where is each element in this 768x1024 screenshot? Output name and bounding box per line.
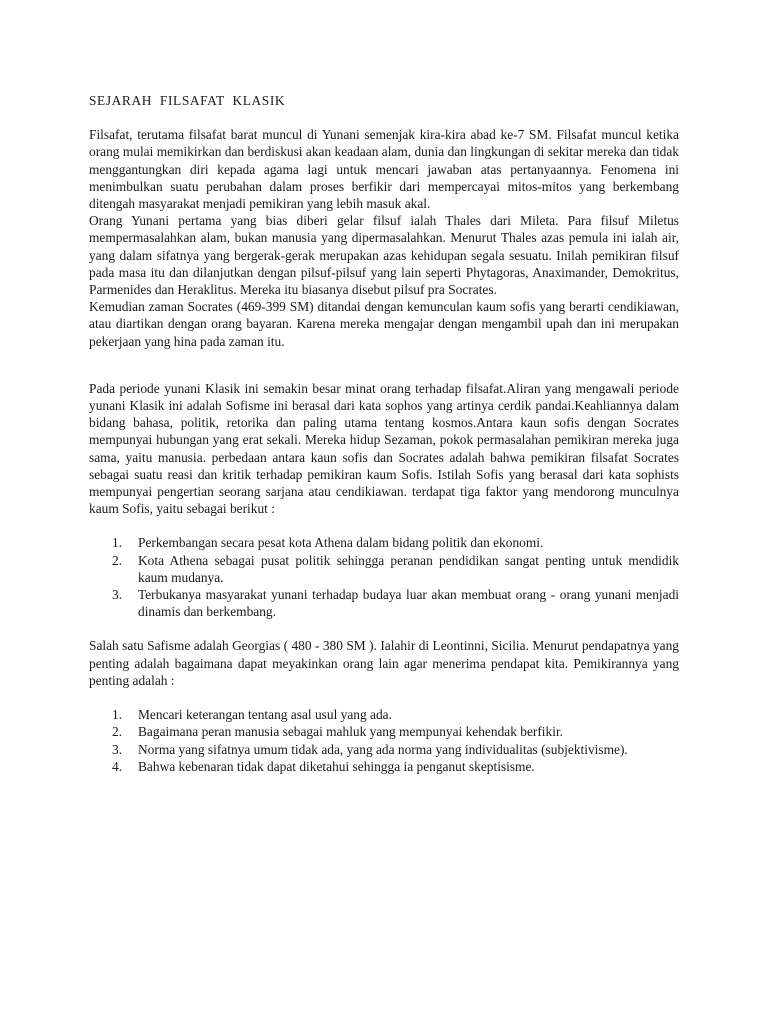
spacer [89,350,679,367]
list-item [112,706,679,723]
paragraph-yunani-klasik: Pada periode yunani Klasik ini semakin besar minat orang terhadap filsafat.Aliran yang mengawali periode yunani Klasik ini adalah Sofisme ini berasal dari kata sophos yang artinya cerdik pandai.Keahliannya dalam bidang bahasa, politik, retorika dan paling utama tentang kosmos.Antara kaun sofis dengan Socrates mempunyai hubungan yang erat sekali. Mereka hidup Sezaman, pokok permasalahan pemikiran mereka juga sama, yaitu manusia. perbedaan antara kaun sofis dan Socrates adalah bahwa pemikiran filsafat Socrates sebagai suatu reasi dan kritik terhadap pemikiran kaum Sofis. Istilah Sofis yang berasal dari kata sophists mempunyai pengertian seorang sarjana atau cendikiawan. terdapat tiga faktor yang mendorong munculnya kaum Sofis, yaitu sebagai berikut : [89,380,679,517]
spacer [89,367,679,380]
list-item-text: Bahwa kebenaran tidak dapat diketahui sehingga ia penganut skeptisisme. [138,758,535,774]
document-page [89,92,679,775]
list-sofis-factors [89,534,679,620]
list-item [112,586,679,620]
list-item-text: Terbukanya masyarakat yunani terhadap budaya luar akan membuat orang - orang yunani menjadi dinamis dan berkembang. [138,587,679,620]
list-item-number: 1. [112,707,123,723]
list-item [112,534,679,551]
list-item-number: 2. [112,552,123,568]
list-item-number: 3. [112,587,123,603]
list-item [112,552,679,586]
document-title: SEJARAH FILSAFAT KLASIK [89,93,286,108]
paragraph-thales: Orang Yunani pertama yang bias diberi gelar filsuf ialah Thales dari Mileta. Para filsuf Miletus mempermasalahkan alam, bukan manusia yang dipermasalahkan. Menurut Thales azas pemula ini ialah air, yang dalam sifatnya yang bergerak-gerak merupakan azas kehidupan segala sesuatu. Inilah pemikiran filsuf pada masa itu dan dilanjutkan dengan pilsuf-pilsuf yang lain seperti Phytagoras, Anaximander, Demokritus, Parmenides dan Heraklitus. Mereka itu biasanya disebut pilsuf pra Socrates. [89,213,679,298]
spacer [89,689,679,706]
list-item [112,758,679,775]
list-georgias-thoughts [89,706,679,775]
list-item-text: Mencari keterangan tentang asal usul yang ada. [138,707,392,723]
paragraph-georgias: Salah satu Safisme adalah Georgias ( 480 - 380 SM ). Ialahir di Leontinni, Sicilia. Menurut pendapatnya yang penting adalah bagaimana dapat meyakinkan orang lain agar menerima pendapat kita. Pemikirannya yang penting adalah : [89,638,679,688]
list-item-number: 4. [112,758,123,774]
list-item-text: Norma yang sifatnya umum tidak ada, yang ada norma yang individualitas (subjektivisme). [138,741,628,757]
list-item-number: 2. [112,724,123,740]
list-item-text: Bagaimana peran manusia sebagai mahluk yang mempunyai kehendak berfikir. [138,724,564,740]
list-item [112,723,679,740]
spacer [89,517,679,534]
list-item [112,741,679,758]
spacer [89,620,679,637]
paragraph-filsafat-origin: Filsafat, terutama filsafat barat muncul di Yunani semenjak kira-kira abad ke-7 SM. Filsafat muncul ketika orang mulai memikirkan dan berdiskusi akan keadaan alam, dunia dan lingkungan di sekitar mereka dan tidak menggantungkan diri kepada agama lagi untuk mencari jawaban atas pertanyaannya. Fenomena ini menimbulkan suatu perubahan dalam proses berfikir dari mempercayai mitos-mitos yang berkembang ditengah masyarakat menjadi pemikiran yang lebih masuk akal. [89,127,679,212]
list-item-text: Kota Athena sebagai pusat politik sehingga peranan pendidikan sangat penting untuk mendidik kaum mudanya. [138,552,679,585]
list-item-text: Perkembangan secara pesat kota Athena dalam bidang politik dan ekonomi. [138,535,544,551]
paragraph-socrates-era: Kemudian zaman Socrates (469-399 SM) ditandai dengan kemunculan kaum sofis yang berarti cendikiawan, atau diartikan dengan orang bayaran. Karena mereka mengajar dengan mengambil upah dan ini merupakan pekerjaan yang hina pada zaman itu. [89,299,679,349]
list-item-number: 3. [112,741,123,757]
list-item-number: 1. [112,535,123,551]
